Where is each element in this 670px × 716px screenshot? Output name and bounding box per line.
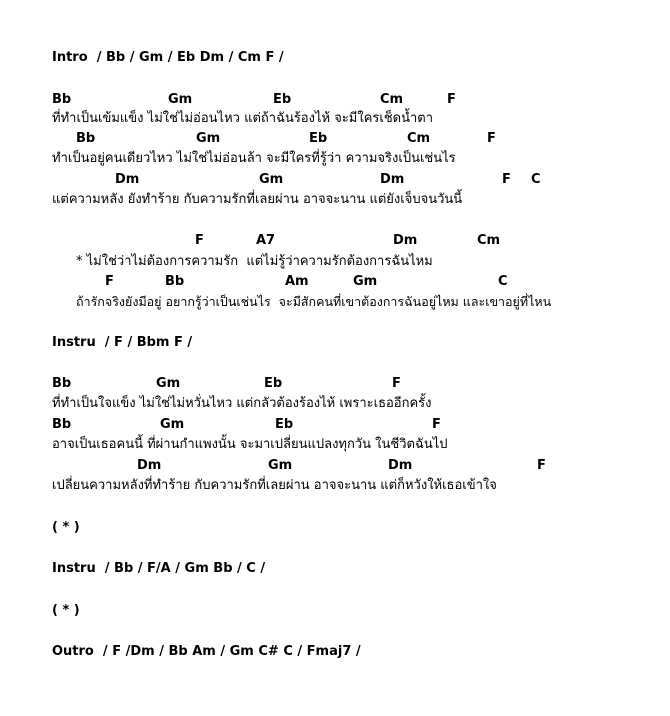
chord: A7 [256,233,276,248]
verse1-lyric-1: ที่ทำเป็นเข้มแข็ง ไม่ใช่ไม่อ่อนไหว แต่ถ้าฉันร้องไห้ จะมีใครเช็ดน้ำตา [52,111,434,126]
chord: Gm [268,458,293,473]
verse1-lyric-2: ทำเป็นอยู่คนเดียวไหว ไม่ใช่ไม่อ่อนล้า จะมีใครที่รู้ว่า ความจริงเป็นเช่นไร [52,151,456,166]
chord: C [531,172,541,187]
chord: Cm [380,92,404,107]
chord: Dm [393,233,418,248]
chord: F [432,417,441,432]
chord: F [537,458,546,473]
chord: Eb [273,92,292,107]
chord: Gm [353,274,378,289]
verse1-lyric-3: แต่ความหลัง ยังทำร้าย กับความรักที่เลยผ่าน อาจจะนาน แต่ยังเจ็บจนวันนี้ [52,192,463,207]
chord: Gm [168,92,193,107]
chord: Dm [388,458,413,473]
verse2-lyric-1: ที่ทำเป็นใจแข็ง ไม่ใช่ไม่หวั่นไหว แต่กลัวต้องร้องไห้ เพราะเธออีกครั้ง [52,396,432,411]
outro-line: Outro / F /Dm / Bb Am / Gm C# C / Fmaj7 / [52,644,361,659]
chorus-lyric-2: ถ้ารักจริงยังมีอยู่ อยากรู้ว่าเป็นเช่นไร จะมีสักคนที่เขาต้องการฉันอยู่ไหม และเขาอยู่ที่ไหน [76,294,552,309]
intro-line: Intro / Bb / Gm / Eb Dm / Cm F / [52,50,284,65]
chord: Cm [477,233,501,248]
chord: Dm [115,172,140,187]
chord: Eb [275,417,294,432]
chord: Am [285,274,309,289]
chord: Dm [137,458,162,473]
chorus-repeat-2: ( * ) [52,603,80,618]
chord: Gm [156,376,181,391]
chord: Cm [407,131,431,146]
chord: Gm [160,417,185,432]
chord: Bb [52,92,72,107]
chord: F [105,274,114,289]
verse2-lyric-2: อาจเป็นเธอคนนี้ ที่ผ่านกำแพงนั้น จะมาเปลี่ยนแปลงทุกวัน ในชีวิตฉันไป [52,437,448,452]
chord: F [502,172,511,187]
chord: Eb [309,131,328,146]
chord: Eb [264,376,283,391]
chord: Bb [52,376,72,391]
chord: Bb [165,274,185,289]
chord: Bb [76,131,96,146]
chord: F [487,131,496,146]
chord: F [195,233,204,248]
chord: Bb [52,417,72,432]
chord: C [498,274,508,289]
chorus-lyric-1: * ไม่ใช่ว่าไม่ต้องการความรัก แต่ไม่รู้ว่าความรักต้องการฉันไหม [76,254,433,269]
chord: F [392,376,401,391]
instru-line-1: Instru / F / Bbm F / [52,335,193,350]
verse2-lyric-3: เปลี่ยนความหลังที่ทำร้าย กับความรักที่เลยผ่าน อาจจะนาน แต่ก็หวังให้เธอเข้าใจ [52,478,497,493]
instru-line-2: Instru / Bb / F/A / Gm Bb / C / [52,561,266,576]
chord: Dm [380,172,405,187]
chord: Gm [196,131,221,146]
chorus-repeat-1: ( * ) [52,520,80,535]
chord: Gm [259,172,284,187]
chord: F [447,92,456,107]
